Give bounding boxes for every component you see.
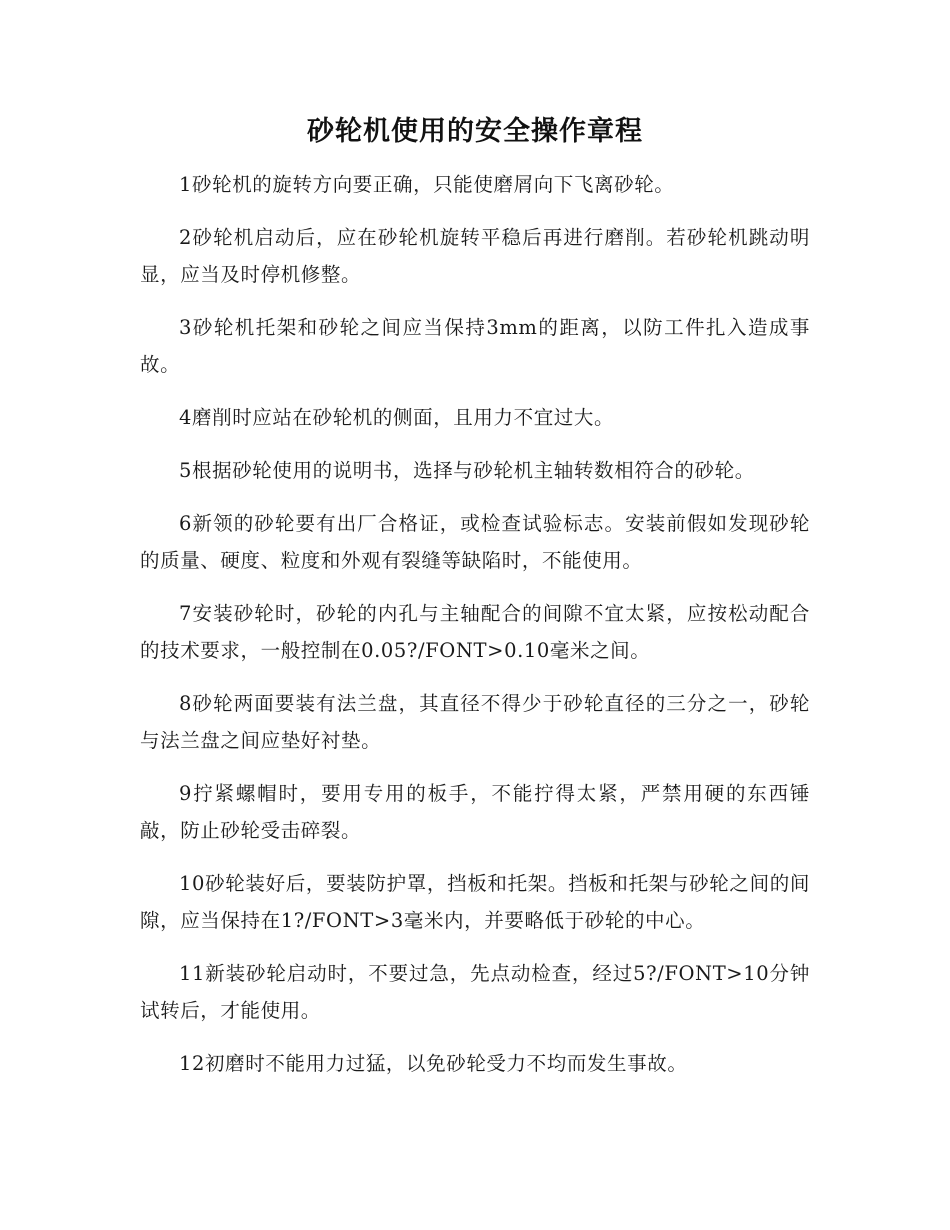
document-title: 砂轮机使用的安全操作章程 <box>307 116 643 147</box>
rule-paragraph-7: 7安装砂轮时，砂轮的内孔与主轴配合的间隙不宜太紧，应按松动配合的技术要求，一般控制在0.05?/FONT>0.10毫米之间。 <box>140 602 810 662</box>
rule-paragraph-9: 9拧紧螺帽时，要用专用的板手，不能拧得太紧，严禁用硬的东西锤敲，防止砂轮受击碎裂。 <box>140 782 810 842</box>
rule-paragraph-6: 6新领的砂轮要有出厂合格证，或检查试验标志。安装前假如发现砂轮的质量、硬度、粒度和外观有裂缝等缺陷时，不能使用。 <box>140 512 810 572</box>
rule-paragraph-8: 8砂轮两面要装有法兰盘，其直径不得少于砂轮直径的三分之一，砂轮与法兰盘之间应垫好衬垫。 <box>140 692 810 752</box>
rule-paragraph-5: 5根据砂轮使用的说明书，选择与砂轮机主轴转数相符合的砂轮。 <box>179 459 755 482</box>
rule-paragraph-2: 2砂轮机启动后，应在砂轮机旋转平稳后再进行磨削。若砂轮机跳动明显，应当及时停机修整。 <box>140 226 810 286</box>
rule-paragraph-4: 4磨削时应站在砂轮机的侧面，且用力不宜过大。 <box>179 406 615 429</box>
rule-paragraph-3: 3砂轮机托架和砂轮之间应当保持3mm的距离，以防工件扎入造成事故。 <box>140 316 810 376</box>
rule-paragraph-10: 10砂轮装好后，要装防护罩，挡板和托架。挡板和托架与砂轮之间的间隙，应当保持在1?/FONT>3毫米内，并要略低于砂轮的中心。 <box>140 872 810 932</box>
rule-paragraph-12: 12初磨时不能用力过猛，以免砂轮受力不均而发生事故。 <box>179 1052 688 1075</box>
rule-paragraph-1: 1砂轮机的旋转方向要正确，只能使磨屑向下飞离砂轮。 <box>179 173 675 196</box>
rule-paragraph-11: 11新装砂轮启动时，不要过急，先点动检查，经过5?/FONT>10分钟试转后，才能使用。 <box>140 962 810 1022</box>
document-body <box>140 166 810 1098</box>
